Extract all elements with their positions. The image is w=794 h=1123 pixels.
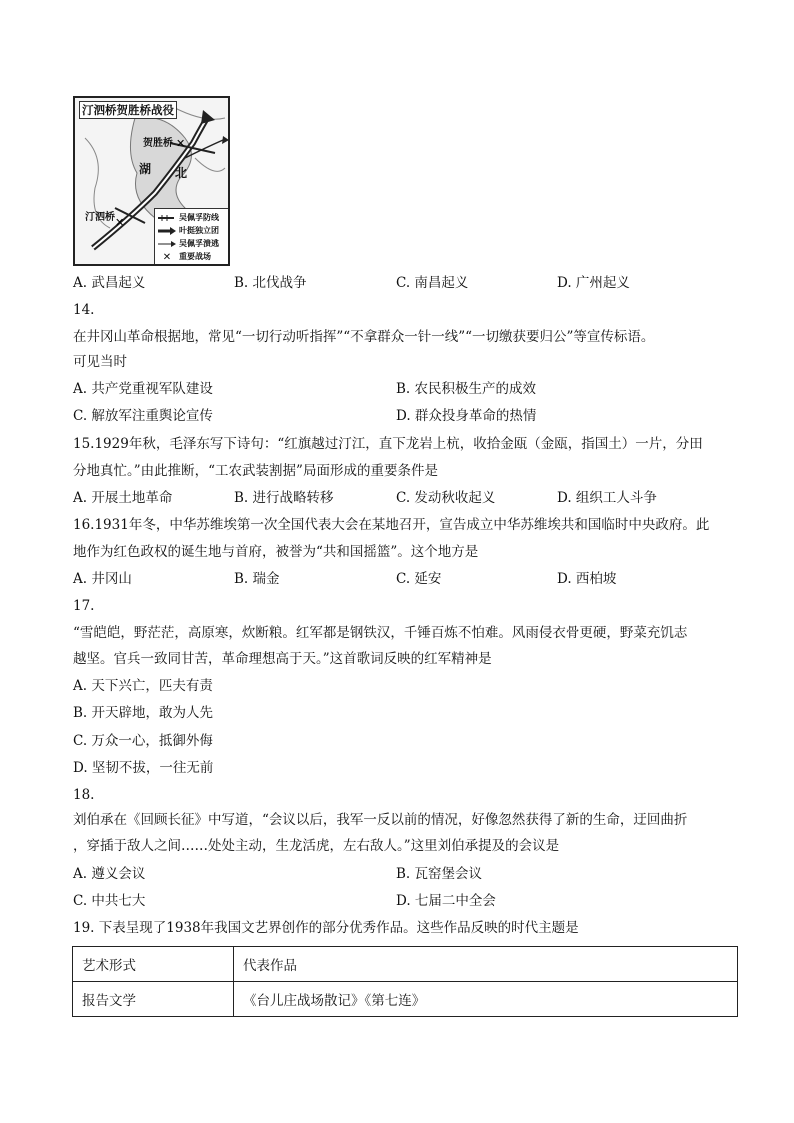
table-header-cell: 代表作品 [234, 947, 738, 982]
q14-option-d: D. 群众投身革命的热情 [396, 408, 537, 424]
q17-option-c: C. 万众一心，抵御外侮 [73, 733, 213, 749]
q17-number: 17. [73, 598, 95, 614]
q17-option-d: D. 坚韧不拔，一往无前 [73, 760, 214, 776]
q18-option-a: A. 遵义会议 [73, 866, 146, 882]
svg-text:✕: ✕ [115, 216, 125, 229]
battle-mark-icon: ✕ [162, 251, 172, 263]
q16-option-a: A. 井冈山 [73, 571, 132, 587]
q16-stem-line2: 地作为红色政权的诞生地与首府，被誉为“共和国摇篮”。这个地方是 [73, 544, 479, 560]
map-label-heshengqiao: 贺胜桥 [143, 138, 173, 149]
map-label-tingsiqiao: 汀泗桥 [85, 212, 115, 223]
legend-item [158, 250, 211, 263]
q16-option-b: B. 瑞金 [234, 571, 280, 587]
q14-stem-line2: 可见当时 [73, 354, 127, 370]
q13-option-a: A. 武昌起义 [73, 275, 146, 291]
q17-option-a: A. 天下兴亡，匹夫有责 [73, 678, 213, 694]
retreat-arrow-icon [158, 239, 176, 249]
legend-item [158, 237, 219, 250]
q15-stem-line2: 分地真忙。”由此推断，“工农武装割据”局面形成的重要条件是 [73, 463, 438, 479]
q18-option-d: D. 七届二中全会 [396, 893, 496, 909]
q15-option-b: B. 进行战略转移 [234, 490, 334, 506]
table-row [73, 982, 738, 1017]
legend-label: 吴佩孚防线 [179, 213, 219, 222]
q14-option-b: B. 农民积极生产的成效 [396, 381, 537, 397]
q14-stem-line1: 在井冈山革命根据地，常见“一切行动听指挥”“不拿群众一针一线”“一切缴获要归公”等宣传标语。 [73, 329, 655, 345]
advance-arrow-icon [158, 226, 176, 236]
q13-option-d: D. 广州起义 [557, 275, 630, 291]
q15-option-a: A. 开展土地革命 [73, 490, 173, 506]
map-title: 汀泗桥贺胜桥战役 [79, 101, 177, 119]
q17-option-b: B. 开天辟地，敢为人先 [73, 705, 214, 721]
legend-label: 叶挺独立团 [179, 226, 219, 235]
q14-number: 14. [73, 302, 95, 318]
battle-map [73, 96, 230, 266]
q15-option-d: D. 组织工人斗争 [557, 490, 657, 506]
table-cell: 报告文学 [73, 982, 234, 1017]
q19-stem: 19. 下表呈现了1938年我国文艺界创作的部分优秀作品。这些作品反映的时代主题是 [73, 920, 579, 936]
q19-table [72, 946, 738, 1017]
table-header-cell: 艺术形式 [73, 947, 234, 982]
q13-option-b: B. 北伐战争 [234, 275, 307, 291]
legend-label: 重要战场 [179, 252, 211, 261]
q17-stem-line2: 越坚。官兵一致同甘苦，革命理想高于天。”这首歌词反映的红军精神是 [73, 651, 492, 667]
q14-option-c: C. 解放军注重舆论宣传 [73, 408, 213, 424]
q14-option-a: A. 共产党重视军队建设 [73, 381, 213, 397]
q13-option-c: C. 南昌起义 [396, 275, 469, 291]
q18-stem-line1: 刘伯承在《回顾长征》中写道，“会议以后，我军一反以前的情况，好像忽然获得了新的生命，迂回曲折 [73, 812, 688, 828]
table-header-row [73, 947, 738, 982]
legend-item [158, 211, 219, 224]
q16-option-d: D. 西柏坡 [557, 571, 617, 587]
svg-text:✕: ✕ [176, 137, 186, 150]
table-cell: 《台儿庄战场散记》《第七连》 [234, 982, 738, 1017]
map-label-hu: 湖 [139, 162, 152, 176]
q15-option-c: C. 发动秋收起义 [396, 490, 496, 506]
defense-line-icon [158, 213, 176, 223]
q17-stem-line1: “雪皑皑，野茫茫，高原寒，炊断粮。红军都是钢铁汉，千锤百炼不怕难。风雨侵衣骨更硬，野菜充饥志 [73, 625, 688, 641]
q18-number: 18. [73, 787, 95, 803]
q16-option-c: C. 延安 [396, 571, 442, 587]
q18-option-c: C. 中共七大 [73, 893, 146, 909]
q18-option-b: B. 瓦窑堡会议 [396, 866, 483, 882]
map-label-bei: 北 [175, 166, 188, 180]
map-legend [154, 208, 229, 265]
q18-stem-line2: ，穿插于敌人之间……处处主动，生龙活虎，左右敌人。”这里刘伯承提及的会议是 [73, 838, 560, 854]
legend-item [158, 224, 219, 237]
q15-stem-line1: 15.1929年秋，毛泽东写下诗句：“红旗越过汀江，直下龙岩上杭，收拾金瓯（金瓯，指国土）一片，分田 [73, 436, 703, 452]
q16-stem-line1: 16.1931年冬，中华苏维埃第一次全国代表大会在某地召开，宣告成立中华苏维埃共和国临时中央政府。此 [73, 517, 710, 533]
legend-label: 吴佩孚溃逃 [179, 239, 219, 248]
